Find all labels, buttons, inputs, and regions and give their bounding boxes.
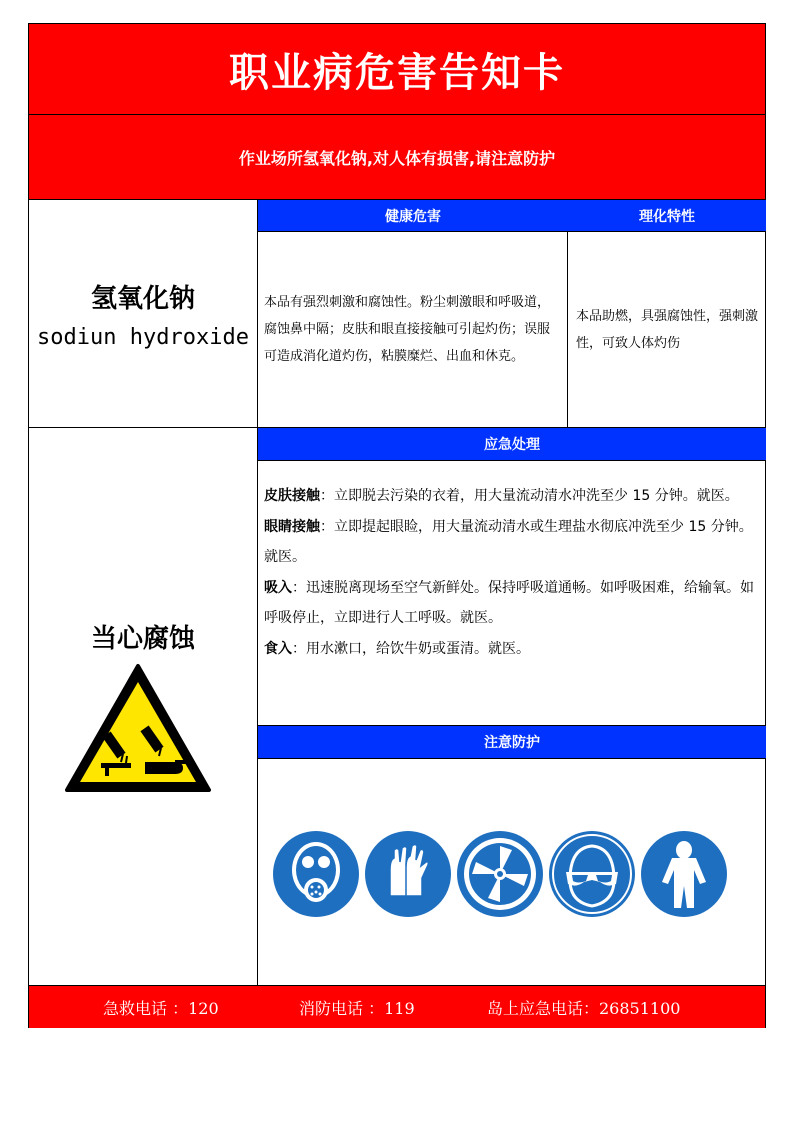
emergency-header: 应急处理 [258, 428, 766, 460]
emergency-label: 吸入 [264, 579, 292, 596]
emergency-separator: ： [320, 488, 334, 504]
protective-gloves-icon [362, 829, 454, 919]
chemical-name-en: sodiun hydroxide [37, 324, 249, 350]
emergency-label: 食入 [264, 640, 292, 657]
emergency-separator: ： [320, 518, 334, 535]
warning-title: 当心腐蚀 [90, 624, 195, 654]
fire-phone: 消防电话 ：119 [299, 998, 415, 1018]
physical-properties-header: 理化特性 [568, 200, 766, 231]
subtitle-bar [29, 115, 765, 200]
island-emergency-phone: 岛上应急电话：26851100 [487, 998, 681, 1018]
chemical-name-cn: 氢氧化钠 [90, 283, 195, 314]
health-hazard-header: 健康危害 [258, 200, 568, 231]
safety-goggles-icon [546, 829, 638, 919]
emergency-text: 立即脱去污染的衣着，用大量流动清水冲洗至少 15 分钟。就医。 [334, 488, 739, 504]
emergency-item [264, 512, 760, 573]
protection-icons [270, 829, 730, 919]
emergency-cell [258, 460, 766, 726]
health-hazard-text: 本品有强烈刺激和腐蚀性。粉尘刺激眼和呼吸道，腐蚀鼻中隔；皮肤和眼直接接触可引起灼伤；误服可造成消化道灼伤，粘膜糜烂、出血和休克。 [264, 295, 551, 364]
emergency-text: 立即提起眼睑，用大量流动清水或生理盐水彻底冲洗至少 15 分钟。就医。 [264, 518, 753, 565]
hazard-notice-card [28, 23, 766, 1028]
card-subtitle: 作业场所氢氧化钠,对人体有损害,请注意防护 [238, 148, 556, 168]
first-aid-phone: 急救电话 ：120 [103, 998, 219, 1018]
emergency-text: 迅速脱离现场至空气新鲜处。保持呼吸道通畅。如呼吸困难，给输氧。如呼吸停止，立即进行人工呼吸。就医。 [264, 579, 754, 626]
emergency-item [264, 481, 760, 512]
health-hazard-cell [258, 231, 568, 428]
protective-suit-icon [638, 829, 730, 919]
emergency-label: 眼睛接触 [264, 518, 320, 535]
emergency-separator: ： [292, 579, 306, 596]
emergency-phone-footer [29, 985, 765, 1028]
physical-properties-cell [568, 231, 766, 428]
emergency-item [264, 573, 760, 634]
card-title: 职业病危害告知卡 [229, 49, 565, 96]
chemical-name-cell [29, 200, 258, 428]
emergency-item [264, 634, 760, 665]
protection-cell [258, 758, 766, 985]
emergency-text: 用水漱口，给饮牛奶或蛋清。就医。 [306, 640, 530, 657]
emergency-separator: ： [292, 640, 306, 657]
ventilation-fan-icon [454, 829, 546, 919]
warning-cell [29, 428, 258, 985]
physical-properties-text: 本品助燃，具强腐蚀性，强刺激性，可致人体灼伤 [576, 308, 759, 351]
corrosion-warning-icon [63, 662, 213, 794]
emergency-label: 皮肤接触 [264, 488, 320, 504]
title-bar [29, 24, 765, 115]
protection-header: 注意防护 [258, 726, 766, 758]
gas-mask-icon [270, 829, 362, 919]
